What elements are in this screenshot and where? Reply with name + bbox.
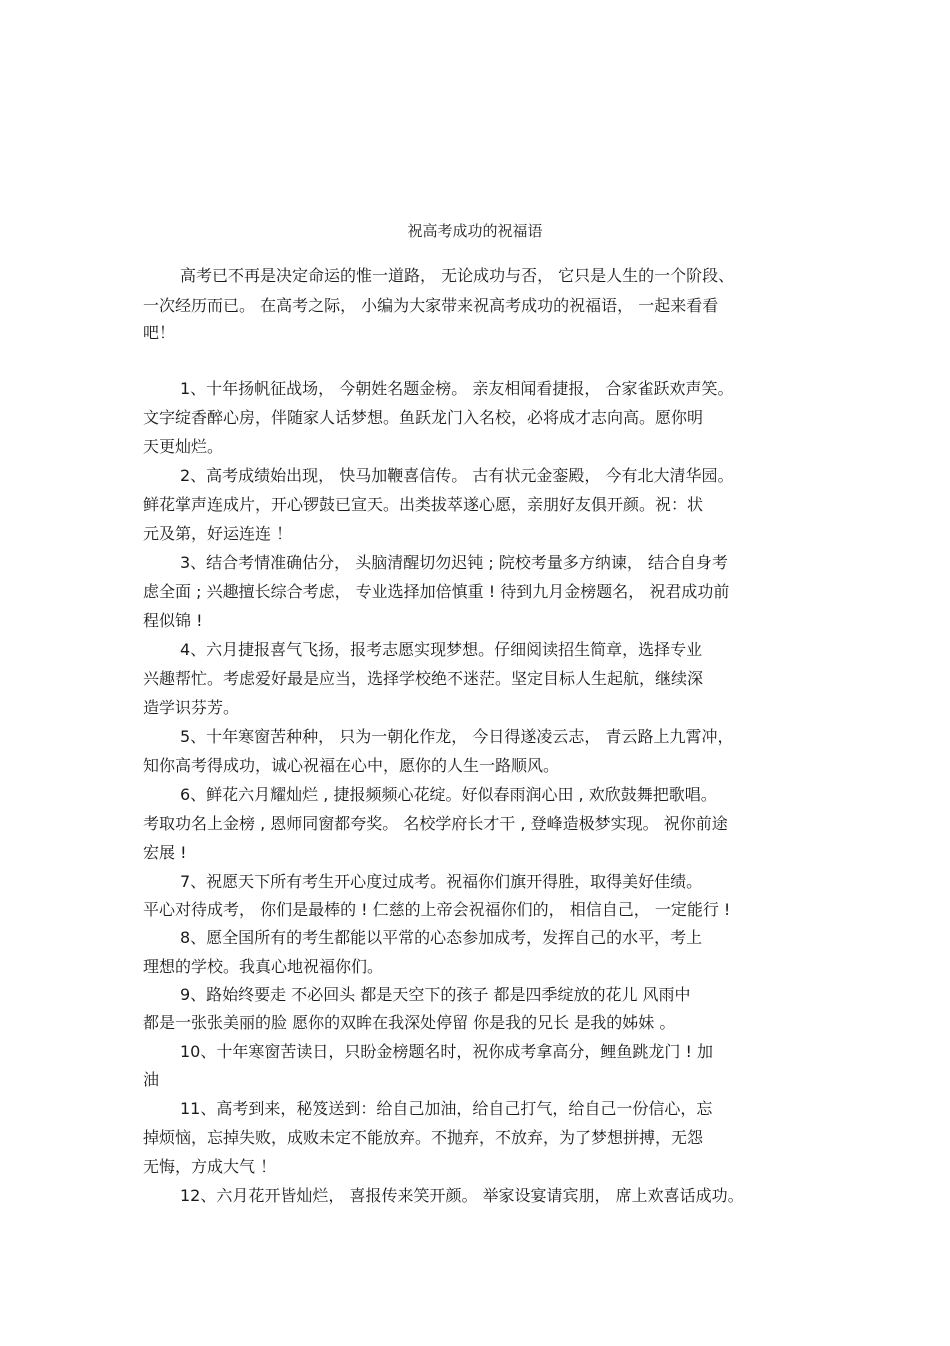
wish-line: 理想的学校。我真心地祝福你们。 bbox=[143, 957, 384, 976]
wish-line: 知你高考得成功，诚心祝福在心中，愿你的人生一路顺风。 bbox=[143, 756, 560, 775]
wish-line: 虑全面 ; 兴趣擅长综合考虑， 专业选择加倍慎重 ! 待到九月金榜题名， 祝君成功前 bbox=[143, 582, 730, 601]
wish-line: 考取功名上金榜 , 恩师同窗都夸奖。 名校学府长才干 , 登峰造极梦实现。 祝你前途 bbox=[143, 814, 728, 833]
wish-line: 都是一张张美丽的脸 愿你的双眸在我深处停留 你是我的兄长 是我的姊妹 。 bbox=[143, 1013, 676, 1032]
intro-line: 一次经历而已。 在高考之际， 小编为大家带来祝高考成功的祝福语， 一起来看看 bbox=[143, 296, 719, 315]
document-title: 祝高考成功的祝福语 bbox=[407, 222, 543, 240]
intro-line: 高考已不再是决定命运的惟一道路， 无论成功与否， 它只是人生的一个阶段、 bbox=[180, 266, 735, 285]
wish-line: 造学识芬芳。 bbox=[143, 698, 240, 717]
wish-line: 9、路始终要走 不必回头 都是天空下的孩子 都是四季绽放的花儿 风雨中 bbox=[180, 985, 691, 1004]
wish-line: 掉烦恼，忘掉失败，成败未定不能放弃。不抛弃，不放弃，为了梦想拼搏，无怨 bbox=[143, 1128, 704, 1147]
wish-line: 8、愿全国所有的考生都能以平常的心态参加成考，发挥自己的水平，考上 bbox=[180, 928, 703, 947]
wish-line: 天更灿烂。 bbox=[143, 437, 224, 456]
wish-line: 10、十年寒窗苦读日，只盼金榜题名时，祝你成考拿高分，鲤鱼跳龙门 ! 加 bbox=[180, 1042, 713, 1061]
wish-line: 2、高考成绩始出现， 快马加鞭喜信传。 古有状元金銮殿， 今有北大清华园。 bbox=[180, 466, 734, 485]
wish-line: 4、六月捷报喜气飞扬，报考志愿实现梦想。仔细阅读招生简章，选择专业 bbox=[180, 640, 703, 659]
wish-line: 平心对待成考， 你们是最棒的 ! 仁慈的上帝会祝福你们的， 相信自己， 一定能行 ! bbox=[143, 900, 731, 919]
intro-line: 吧！ bbox=[143, 323, 176, 342]
wish-line: 鲜花掌声连成片，开心锣鼓已宣天。出类拔萃遂心愿，亲朋好友俱开颜。祝：状 bbox=[143, 495, 704, 514]
wish-line: 1、十年扬帆征战场， 今朝姓名题金榜。 亲友相闻看捷报， 合家雀跃欢声笑。 bbox=[180, 379, 734, 398]
wish-line: 程似锦 ! bbox=[143, 611, 203, 630]
wish-line: 5、十年寒窗苦种种， 只为一朝化作龙， 今日得遂凌云志， 青云路上九霄冲， bbox=[180, 727, 734, 746]
wish-line: 3、结合考情准确估分， 头脑清醒切勿迟钝 ; 院校考量多方纳谏， 结合自身考 bbox=[180, 553, 728, 572]
wish-line: 油 bbox=[143, 1070, 160, 1089]
wish-line: 7、祝愿天下所有考生开心度过成考。祝福你们旗开得胜，取得美好佳绩。 bbox=[180, 872, 703, 891]
wish-line: 兴趣帮忙。考虑爱好最是应当，选择学校绝不迷茫。坚定目标人生起航，继续深 bbox=[143, 669, 704, 688]
wish-line: 文字绽香醉心房，伴随家人话梦想。鱼跃龙门入名校，必将成才志向高。愿你明 bbox=[143, 408, 704, 427]
wish-line: 12、六月花开皆灿烂， 喜报传来笑开颜。 举家设宴请宾朋， 席上欢喜话成功。 bbox=[180, 1186, 744, 1205]
wish-line: 无悔，方成大气 ！ bbox=[143, 1157, 277, 1176]
wish-line: 6、鲜花六月耀灿烂 , 捷报频频心花绽。好似春雨润心田 , 欢欣鼓舞把歌唱。 bbox=[180, 785, 717, 804]
wish-line: 11、高考到来，秘笈送到：给自己加油，给自己打气，给自己一份信心，忘 bbox=[180, 1099, 713, 1118]
wish-line: 元及第，好运连连 ！ bbox=[143, 524, 293, 543]
wish-line: 宏展 ! bbox=[143, 843, 187, 862]
